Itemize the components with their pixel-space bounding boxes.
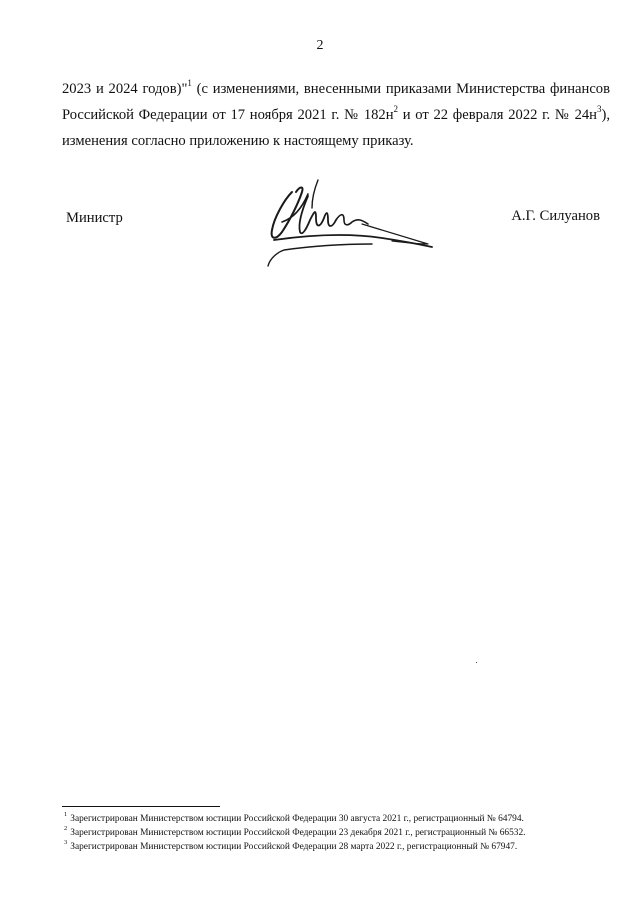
body-line-3: изменения согласно приложению к настоящему приказу.: [62, 133, 414, 149]
footnote-ref-2: 2: [393, 104, 399, 115]
minister-name: А.Г. Силуанов: [511, 208, 600, 224]
footnotes: [64, 812, 624, 854]
footnote-ref-3: 3: [596, 104, 602, 115]
body-line-2: [62, 102, 610, 128]
body-line-2-mid: и от 22 февраля 2022 г. № 24н: [398, 107, 597, 123]
footnote-text-3: Зарегистрирован Министерством юстиции Российской Федерации 28 марта 2022 г., регистрационный № 67947.: [70, 842, 518, 852]
footnote-2: [64, 826, 624, 840]
footnote-mark-1: 1: [64, 811, 68, 819]
minister-title: Министр: [66, 210, 123, 226]
footnote-text-1: Зарегистрирован Министерством юстиции Российской Федерации 30 августа 2021 г., регистрационный № 64794.: [70, 814, 524, 824]
scan-speck: [476, 662, 477, 663]
footnote-mark-2: 2: [64, 825, 68, 833]
body-line-2-text: Российской Федерации от 17 ноября 2021 г. № 182н: [62, 107, 394, 123]
body-line-1-rest: (с изменениями, внесенными приказами Министерства финансов: [191, 81, 610, 97]
footnote-text-2: Зарегистрирован Министерством юстиции Российской Федерации 23 декабря 2021 г., регистрационный № 66532.: [70, 828, 526, 838]
body-line-2-rest: ),: [601, 107, 610, 123]
footnote-mark-3: 3: [64, 839, 68, 847]
footnote-divider: [62, 806, 220, 807]
body-line-1-text: 2023 и 2024 годов)": [62, 81, 188, 97]
page-number: 2: [316, 38, 324, 53]
footnote-ref-1: 1: [187, 78, 192, 89]
body-paragraph: [62, 76, 610, 154]
footnote-1: [64, 812, 624, 826]
handwritten-signature: [262, 178, 438, 270]
footnote-3: [64, 840, 624, 854]
body-line-1: [62, 76, 610, 102]
